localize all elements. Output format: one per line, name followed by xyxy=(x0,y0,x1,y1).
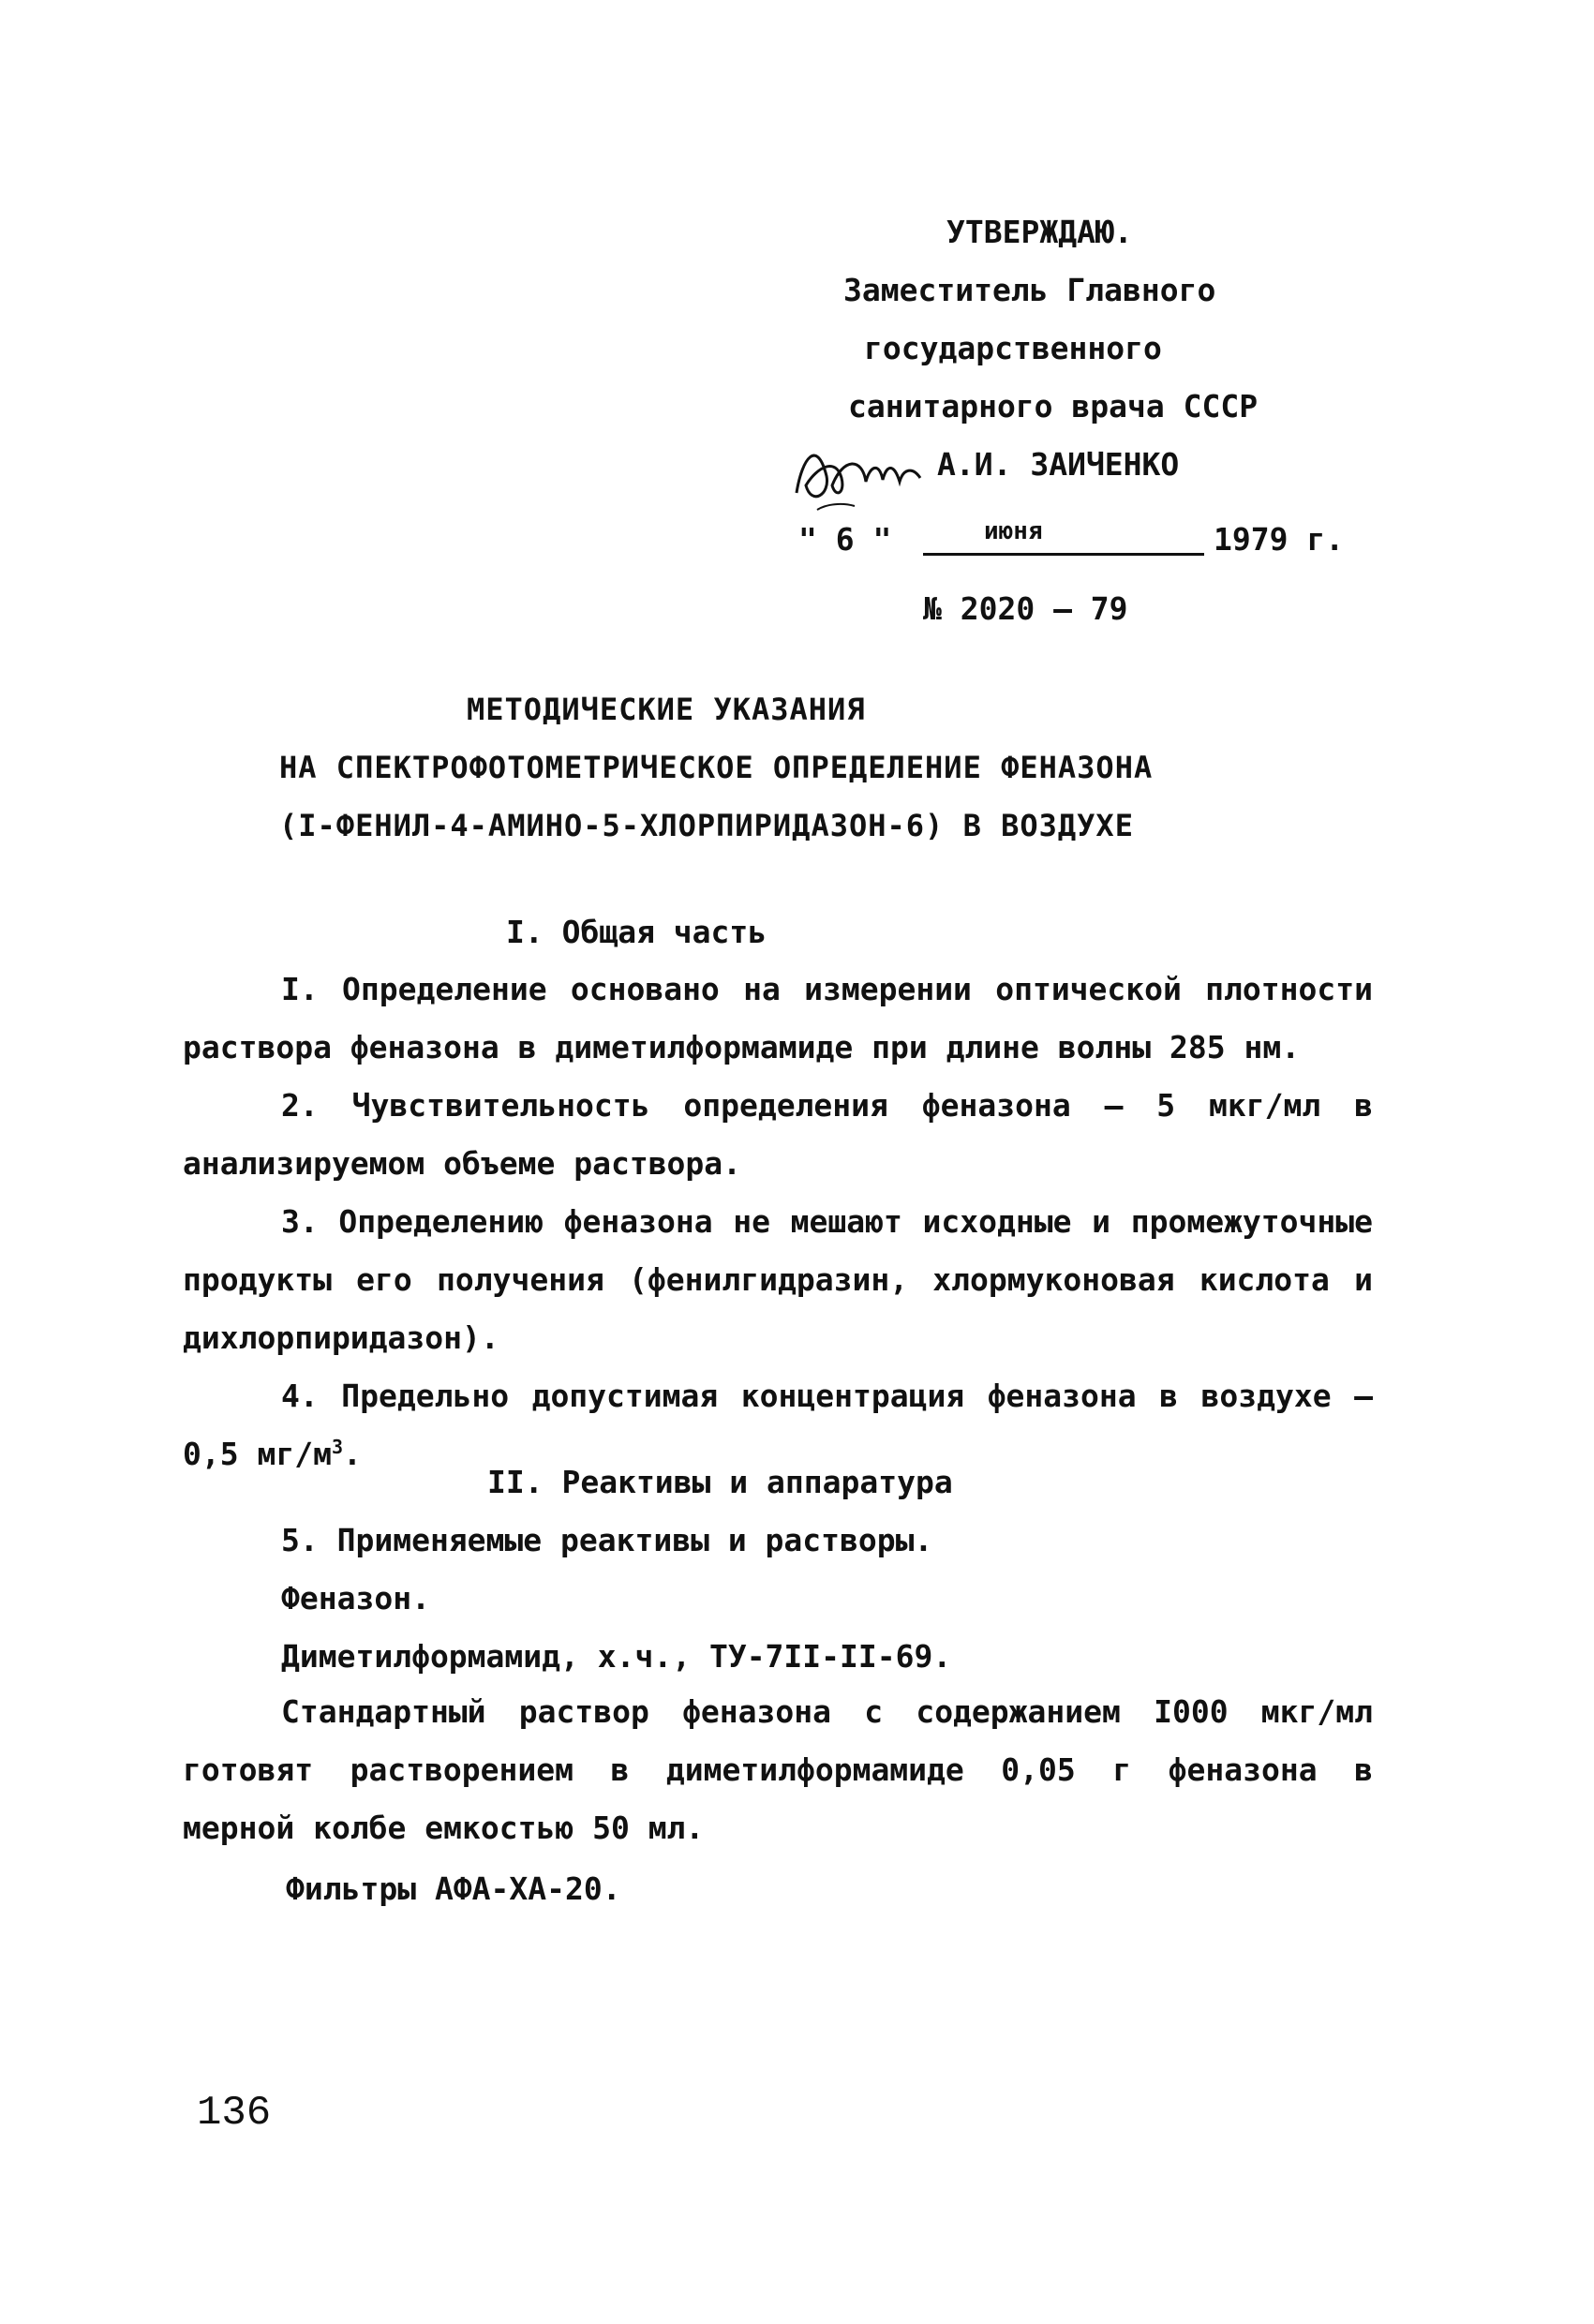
reagent-dmf: Диметилформамид, х.ч., ТУ-7II-II-69. xyxy=(281,1638,952,1675)
paragraph-2: 2. Чувствительность определения феназона – 5 мкг/мл в анализируемом объеме раствора. xyxy=(183,1087,1373,1182)
approval-position-line2: государственного xyxy=(864,330,1162,366)
approval-position-line3: санитарного врача СССР xyxy=(848,388,1259,425)
approval-date-day: " 6 " xyxy=(798,521,892,558)
approver-name: А.И. ЗАИЧЕНКО xyxy=(937,446,1180,483)
approval-heading: УТВЕРЖДАЮ. xyxy=(946,214,1133,250)
reagent-phenazone: Феназон. xyxy=(281,1580,430,1616)
section1-heading: I. Общая часть xyxy=(506,914,767,950)
approval-date-year: 1979 г. xyxy=(1214,521,1345,558)
approval-date-month: июня xyxy=(984,517,1043,545)
title-line1: МЕТОДИЧЕСКИЕ УКАЗАНИЯ xyxy=(467,692,866,727)
date-underline xyxy=(923,553,1204,556)
paragraph-3: 3. Определению феназона не мешают исходные и промежуточные продукты его получения (фенилгидразин, хлормуконовая кислота и дихлорпиридазон). xyxy=(183,1203,1373,1356)
superscript-3: 3 xyxy=(331,1436,343,1458)
approval-position-line1: Заместитель Главного xyxy=(843,272,1216,308)
signature-mark xyxy=(789,420,939,523)
standard-solution-paragraph: Стандартный раствор феназона с содержанием I000 мкг/мл готовят растворением в диметилформамиде 0,05 г феназона в мерной колбе емкостью 50 мл. xyxy=(183,1693,1373,1846)
page-number: 136 xyxy=(197,2090,272,2137)
paragraph-1: I. Определение основано на измерении оптической плотности раствора феназона в диметилформамиде при длине волны 285 нм. xyxy=(183,971,1373,1065)
paragraph-5: 5. Применяемые реактивы и растворы. xyxy=(281,1522,933,1558)
paragraph-4-text: 4. Предельно допустимая концентрация феназона в воздухе – 0,5 мг/м xyxy=(183,1378,1373,1472)
section2-heading: II. Реактивы и аппаратура xyxy=(487,1464,953,1500)
filters-line: Фильтры АФА-ХА-20. xyxy=(286,1870,621,1907)
title-line3: (I-ФЕНИЛ-4-АМИНО-5-ХЛОРПИРИДАЗОН-6) В ВОЗДУХЕ xyxy=(279,808,1134,843)
approval-number: № 2020 – 79 xyxy=(923,590,1128,627)
title-line2: НА СПЕКТРОФОТОМЕТРИЧЕСКОЕ ОПРЕДЕЛЕНИЕ ФЕНАЗОНА xyxy=(279,750,1154,785)
paragraph-4-end: . xyxy=(343,1436,362,1472)
